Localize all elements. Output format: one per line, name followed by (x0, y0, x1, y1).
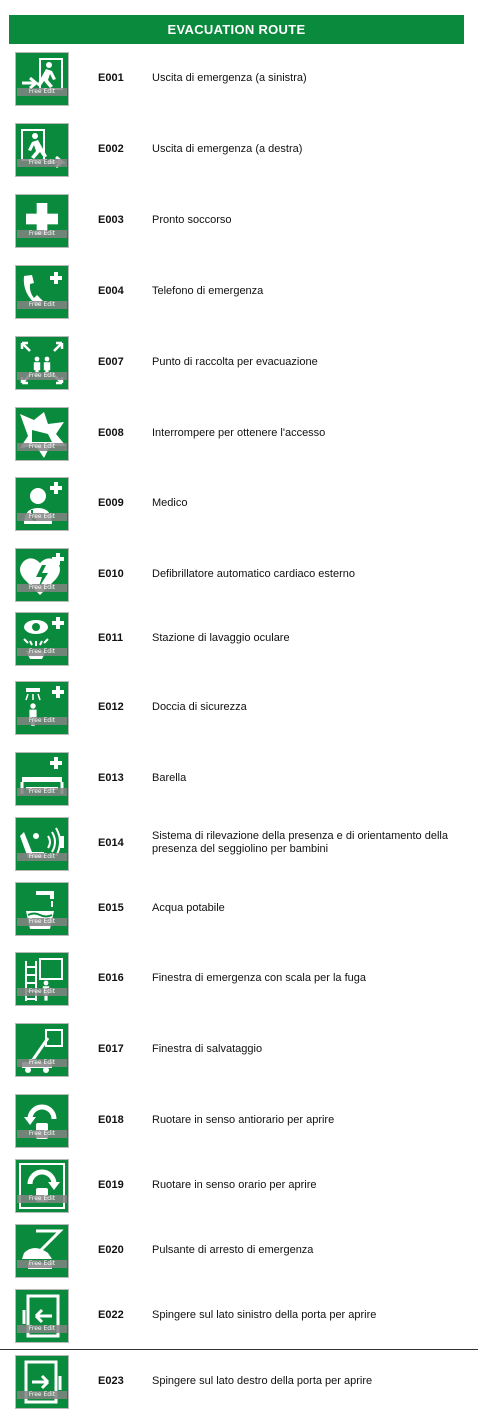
sign-description: Spingere sul lato sinistro della porta per aprire (152, 1309, 377, 1321)
sign-description: Doccia di sicurezza (152, 701, 247, 713)
safety-shower-icon (15, 681, 69, 735)
push-right-door-icon (15, 1355, 69, 1409)
sign-row (0, 612, 478, 668)
sign-code: E020 (98, 1244, 124, 1256)
eyewash-icon (15, 612, 69, 666)
sign-description: Pronto soccorso (152, 214, 232, 226)
sign-row (0, 882, 478, 938)
sign-code: E001 (98, 72, 124, 84)
stretcher-icon (15, 752, 69, 806)
sign-description: Spingere sul lato destro della porta per aprire (152, 1375, 373, 1387)
sign-code: E007 (98, 356, 124, 368)
sign-row (0, 1159, 478, 1215)
watermark-label: Free Edit (17, 853, 67, 861)
sign-code: E008 (98, 427, 124, 439)
section-title: EVACUATION ROUTE (167, 22, 306, 37)
watermark-label: Free Edit (17, 1260, 67, 1268)
sign-row (0, 477, 478, 533)
watermark-label: Free Edit (17, 513, 67, 521)
watermark-label: Free Edit (17, 584, 67, 592)
push-left-door-icon (15, 1289, 69, 1343)
watermark-label: Free Edit (17, 443, 67, 451)
sign-code: E012 (98, 701, 124, 713)
sign-row (0, 123, 478, 179)
sign-description: Sistema di rilevazione della presenza e di orientamento della presenza del seggiolino per bambini (152, 830, 448, 855)
escape-ladder-window-icon (15, 952, 69, 1006)
sign-code: E011 (98, 632, 124, 644)
sign-description: Ruotare in senso antiorario per aprire (152, 1114, 335, 1126)
sign-code: E019 (98, 1179, 124, 1191)
child-seat-icon (15, 817, 69, 871)
sign-description: Barella (152, 772, 187, 784)
sign-code: E014 (98, 837, 124, 849)
watermark-label: Free Edit (17, 88, 67, 96)
divider (0, 1349, 478, 1350)
break-to-access-icon (15, 407, 69, 461)
watermark-label: Free Edit (17, 1195, 67, 1203)
drinking-water-icon (15, 882, 69, 936)
sign-description: Pulsante di arresto di emergenza (152, 1244, 314, 1256)
watermark-label: Free Edit (17, 717, 67, 725)
sign-row (0, 1023, 478, 1079)
section-header (9, 15, 464, 44)
watermark-label: Free Edit (17, 230, 67, 238)
sign-description: Uscita di emergenza (a sinistra) (152, 72, 307, 84)
watermark-label: Free Edit (17, 1059, 67, 1067)
sign-code: E002 (98, 143, 124, 155)
sign-row (0, 1289, 478, 1345)
first-aid-icon (15, 194, 69, 248)
sign-description: Finestra di emergenza con scala per la fuga (152, 972, 367, 984)
sign-row (0, 1355, 478, 1411)
sign-description: Ruotare in senso orario per aprire (152, 1179, 317, 1191)
rotate-counterclockwise-icon (15, 1094, 69, 1148)
rescue-window-icon (15, 1023, 69, 1077)
doctor-icon (15, 477, 69, 531)
watermark-label: Free Edit (17, 301, 67, 309)
sign-code: E016 (98, 972, 124, 984)
sign-row (0, 407, 478, 463)
sign-row (0, 52, 478, 108)
sign-description: Uscita di emergenza (a destra) (152, 143, 303, 155)
watermark-label: Free Edit (17, 788, 67, 796)
watermark-label: Free Edit (17, 1325, 67, 1333)
sign-row (0, 336, 478, 392)
sign-row (0, 265, 478, 321)
sign-code: E023 (98, 1375, 124, 1387)
sign-row (0, 194, 478, 250)
sign-row (0, 817, 478, 873)
sign-code: E017 (98, 1043, 124, 1055)
sign-description: Interrompere per ottenere l'accesso (152, 427, 326, 439)
sign-row (0, 1224, 478, 1280)
sign-description: Telefono di emergenza (152, 285, 264, 297)
emergency-phone-icon (15, 265, 69, 319)
sign-row (0, 681, 478, 737)
sign-description: Finestra di salvataggio (152, 1043, 263, 1055)
sign-code: E010 (98, 568, 124, 580)
sign-code: E003 (98, 214, 124, 226)
sign-description: Stazione di lavaggio oculare (152, 632, 290, 644)
sign-code: E022 (98, 1309, 124, 1321)
sign-code: E018 (98, 1114, 124, 1126)
sign-code: E009 (98, 497, 124, 509)
sign-row (0, 1094, 478, 1150)
watermark-label: Free Edit (17, 159, 67, 167)
sign-description: Punto di raccolta per evacuazione (152, 356, 318, 368)
sign-description: Defibrillatore automatico cardiaco esterno (152, 568, 355, 580)
sign-code: E004 (98, 285, 124, 297)
sign-row (0, 752, 478, 808)
sign-description: Acqua potabile (152, 902, 225, 914)
watermark-label: Free Edit (17, 372, 67, 380)
rotate-clockwise-icon (15, 1159, 69, 1213)
sign-code: E015 (98, 902, 124, 914)
emergency-exit-left-icon (15, 52, 69, 106)
assembly-point-icon (15, 336, 69, 390)
watermark-label: Free Edit (17, 648, 67, 656)
emergency-stop-icon (15, 1224, 69, 1278)
sign-row (0, 548, 478, 604)
emergency-exit-right-icon (15, 123, 69, 177)
defibrillator-icon (15, 548, 69, 602)
sign-code: E013 (98, 772, 124, 784)
watermark-label: Free Edit (17, 918, 67, 926)
sign-description: Medico (152, 497, 188, 509)
watermark-label: Free Edit (17, 1391, 67, 1399)
sign-row (0, 952, 478, 1008)
watermark-label: Free Edit (17, 988, 67, 996)
watermark-label: Free Edit (17, 1130, 67, 1138)
